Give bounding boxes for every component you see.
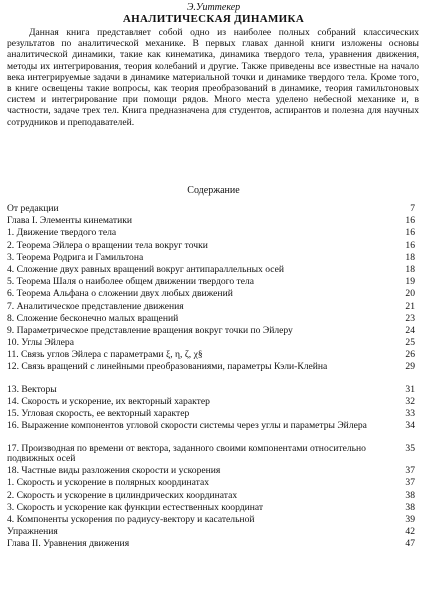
toc-entry-title: 1. Движение твердого тела <box>7 227 117 239</box>
toc-entry <box>7 289 415 301</box>
toc-entry-title: 17. Производная по времени от вектора, заданного своими компонентами относительно подвижных осей <box>7 442 366 465</box>
book-abstract: Данная книга представляет собой одно из наиболее полных собраний классических результатов по аналитической механике. В первых главах данной книги изложены основы аналитической динамики, такие как кинематика, динамика твердого тела, уравнения движения, методы их интегрирования, теория колебаний и другие. Также приведены все известные на начало века интегрируемые задачи в динамике материальной точки и динамике твердого тела. Кроме того, в книге освещены такие вопросы, как теория преобразований в динамике, теория гамильтоновых систем и интегрирование при помощи рядов. Много места уделено небесной механике и, в частности, задаче трех тел. Книга предназначена для студентов, аспирантов и полезна для научных сотрудников и преподавателей. <box>7 27 419 128</box>
toc-entry-page: 42 <box>405 526 415 538</box>
toc-entry-title: 10. Углы Эйлера <box>7 337 74 349</box>
toc-entry-page: 29 <box>405 361 415 373</box>
toc-entry <box>7 515 415 527</box>
toc-entry-title: 5. Теорема Шаля о наиболее общем движении твердого тела <box>7 276 255 288</box>
toc-entry-page: 25 <box>405 337 415 349</box>
toc-entry-title: От редакции <box>7 203 59 214</box>
toc-entry-page: 35 <box>405 442 415 454</box>
toc-entry <box>7 491 415 503</box>
toc-entry-title: 3. Теорема Родрига и Гамильтона <box>7 251 144 263</box>
toc-entry-page: 23 <box>405 312 415 324</box>
toc-entry-title: 7. Аналитическое представление движения <box>7 300 184 312</box>
toc-entry <box>7 241 415 253</box>
toc-entry-title: 11. Связь углов Эйлера с параметрами ξ, η, ζ, χ§ <box>7 349 203 361</box>
toc-entry-title: 2. Теорема Эйлера о вращении тела вокруг точки <box>7 239 208 251</box>
toc-entry <box>7 228 415 240</box>
toc-entry <box>7 302 415 314</box>
toc-entry <box>7 539 415 551</box>
toc-entry-page: 37 <box>405 477 415 489</box>
toc-entry-page: 18 <box>405 251 415 263</box>
toc-entry-title: 4. Сложение двух равных вращений вокруг антипараллельных осей <box>7 263 285 275</box>
toc-entry-page: 38 <box>405 501 415 513</box>
toc-entry-page: 33 <box>405 408 415 420</box>
toc-entry-title: Глава I. Элементы кинематики <box>7 215 132 227</box>
toc-entry-title: 6. Теорема Альфана о сложении двух любых движений <box>7 288 233 300</box>
toc-entry-page: 21 <box>405 300 415 312</box>
toc-entry <box>7 362 415 384</box>
toc-entry-page: 16 <box>405 215 415 227</box>
toc-entry-page: 19 <box>405 276 415 288</box>
book-author: Э.Уиттекер <box>186 2 241 13</box>
toc-entry-title: 1. Скорость и ускорение в полярных координатах <box>7 477 210 489</box>
toc-entry <box>7 421 415 443</box>
toc-entry-page: 20 <box>405 288 415 300</box>
toc-entry-title: 8. Сложение бесконечно малых вращений <box>7 312 179 324</box>
toc-entry-title: 16. Выражение компонентов угловой скорости системы через углы и параметры Эйлера <box>7 420 367 432</box>
toc-entry-page: 37 <box>405 465 415 477</box>
toc-entry-title: 15. Угловая скорость, ее векторный характер <box>7 408 190 420</box>
toc-entry-page: 32 <box>405 396 415 408</box>
toc-entry-title: 18. Частные виды разложения скорости и ускорения <box>7 465 221 477</box>
toc-entry-title: Упражнения <box>7 526 58 538</box>
toc-entry-page: 16 <box>405 227 415 239</box>
toc-entry-title: 13. Векторы <box>7 383 57 395</box>
toc-entry-page: 38 <box>405 489 415 501</box>
toc-entry-page: 7 <box>410 203 415 214</box>
toc-entry-page: 47 <box>405 538 415 550</box>
toc-entry-page: 31 <box>405 383 415 395</box>
toc-entry-title: 2. Скорость и ускорение в цилиндрических координатах <box>7 489 238 501</box>
toc-entry-title: 3. Скорость и ускорение как функции естественных координат <box>7 501 264 513</box>
toc-entry-title: 12. Связь вращений с линейными преобразованиями, параметры Кэли-Клейна <box>7 361 328 373</box>
toc-entry-page: 18 <box>405 263 415 275</box>
toc-entry-title: Глава II. Уравнения движения <box>7 538 130 550</box>
toc-entry-page: 34 <box>405 420 415 432</box>
table-of-contents <box>7 204 415 551</box>
toc-heading: Содержание <box>187 185 240 196</box>
toc-entry-page: 16 <box>405 239 415 251</box>
toc-entry-page: 24 <box>405 324 415 336</box>
toc-entry-title: 14. Скорость и ускорение, их векторный характер <box>7 396 210 408</box>
toc-entry <box>7 478 415 490</box>
toc-entry-page: 39 <box>405 513 415 525</box>
toc-entry-title: 4. Компоненты ускорения по радиусу-вектору и касательной <box>7 513 255 525</box>
toc-entry-title: 9. Параметрическое представление вращения вокруг точки по Эйлеру <box>7 324 293 336</box>
toc-entry <box>7 444 415 466</box>
toc-entry-page: 26 <box>405 349 415 361</box>
book-title: АНАЛИТИЧЕСКАЯ ДИНАМИКА <box>122 13 305 25</box>
